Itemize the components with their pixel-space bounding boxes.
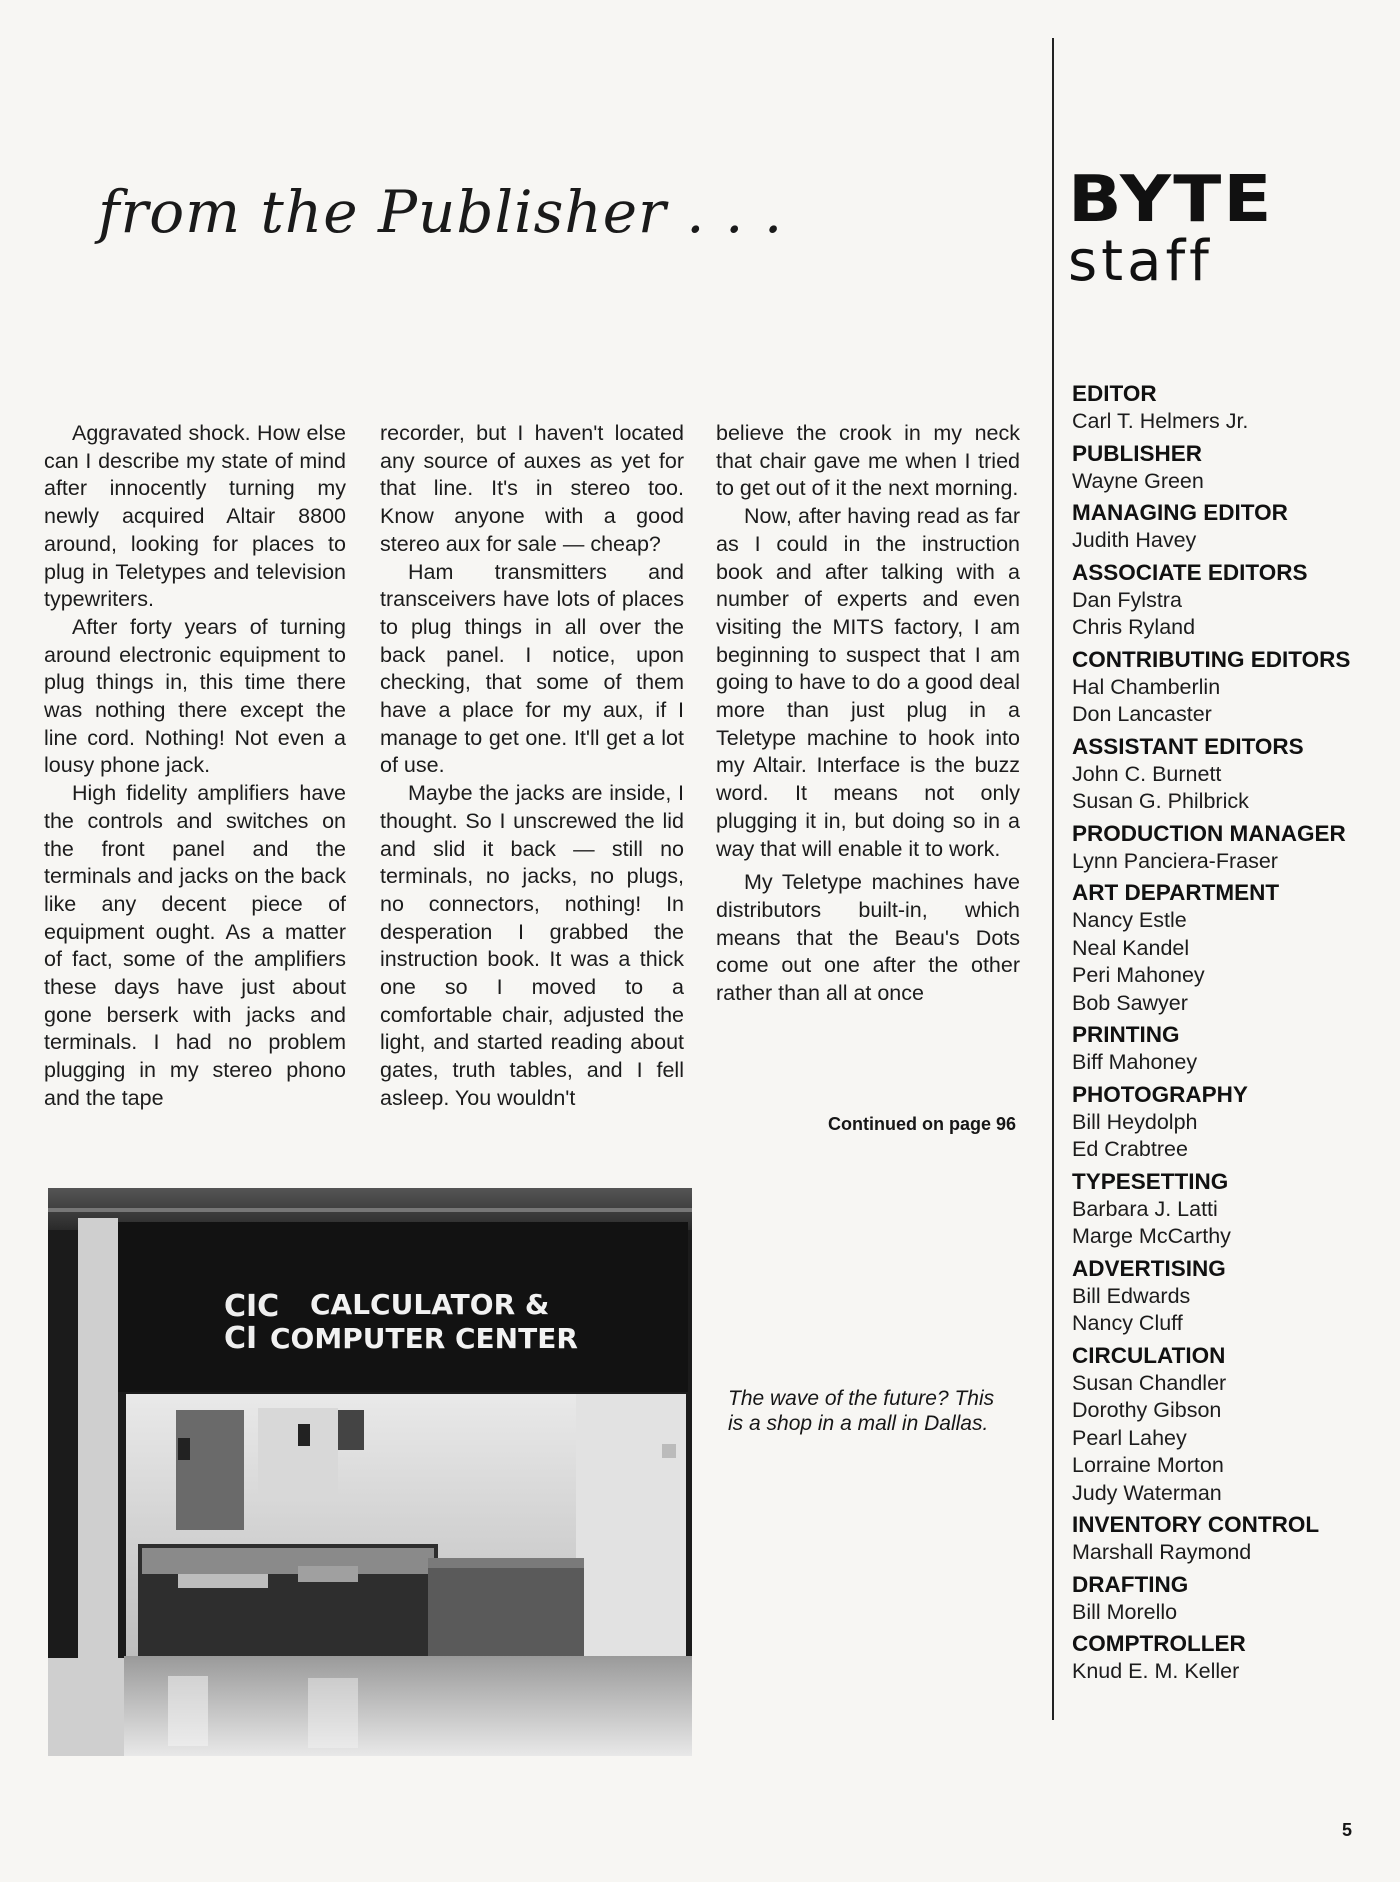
paragraph: Aggravated shock. How else can I describe my state of mind after innocently turning my newly acquired Altair 8800 around, looking for places to plug in Teletypes and television typewriters.	[44, 421, 346, 612]
page-number: 5	[1342, 1820, 1353, 1840]
staff-name: Susan Chandler	[1072, 1370, 1227, 1395]
paragraph: believe the crook in my neck that chair gave me when I tried to get out of it the next morning.	[716, 421, 1020, 501]
vertical-divider	[1052, 38, 1054, 1720]
staff-name: Bill Heydolph	[1072, 1109, 1198, 1134]
staff-name: Bill Edwards	[1072, 1283, 1191, 1308]
page-title: from the Publisher . . .	[98, 178, 784, 246]
store-photo	[48, 1188, 692, 1756]
article-column-3	[716, 420, 1020, 1008]
article-column-2	[380, 420, 684, 1113]
staff-name: Bill Morello	[1072, 1599, 1178, 1624]
staff-role: PRINTING	[1072, 1022, 1180, 1047]
paragraph: Ham transmitters and transceivers have lots of places to plug things in all over the back panel. I notice, upon checking, that some of them have a place for my aux, if I manage to get one. It'll get a lot of use.	[380, 559, 684, 778]
staff-name: Judy Waterman	[1072, 1480, 1222, 1505]
staff-role: PUBLISHER	[1072, 440, 1203, 466]
paragraph: Now, after having read as far as I could in the instruction book and after talking with a number of experts and even visiting the MITS factory, I am beginning to suspect that I am going to have to do a good deal more than just plug in a Teletype machine to hook into my Altair. Interface is the buzz word. It means not only plugging it in, but doing so in a way that will enable it to work.	[716, 504, 1020, 861]
sign-logo-top: CIC	[224, 1289, 280, 1324]
byte-staff-logo	[1068, 163, 1278, 294]
staff-name: Lynn Panciera-Fraser	[1072, 848, 1278, 873]
staff-name: Neal Kandel	[1072, 935, 1190, 960]
staff-heading: staff	[1068, 229, 1213, 294]
paragraph: Maybe the jacks are inside, I thought. So I unscrewed the lid and slid it back — still no terminals, no jacks, no plugs, no connectors, nothing! In desperation I grabbed the instruction book. It was a thick one so I moved to a comfortable chair, adjusted the light, and started reading about gates, truth tables, and I fell asleep. You wouldn't	[380, 781, 684, 1110]
staff-name: Marge McCarthy	[1072, 1224, 1231, 1248]
staff-role: MANAGING EDITOR	[1072, 500, 1288, 525]
article-column-1	[44, 420, 346, 1113]
sign-text-line2: COMPUTER CENTER	[270, 1322, 578, 1355]
staff-name: Lorraine Morton	[1072, 1453, 1224, 1477]
staff-name: Carl T. Helmers Jr.	[1072, 409, 1249, 433]
staff-name: Bob Sawyer	[1072, 990, 1188, 1015]
paragraph: High fidelity amplifiers have the controls and switches on the front panel and the terminals and jacks on the back like any decent piece of equipment ought. As a matter of fact, some of the amplifiers these days have just about gone berserk with jacks and terminals. I had no problem plugging in my stereo phono and the tape	[44, 781, 346, 1110]
staff-name: Nancy Estle	[1072, 908, 1187, 932]
staff-role: CIRCULATION	[1072, 1342, 1226, 1368]
staff-name: Marshall Raymond	[1072, 1540, 1252, 1564]
staff-role: ART DEPARTMENT	[1072, 880, 1280, 905]
staff-name: Barbara J. Latti	[1072, 1196, 1218, 1221]
staff-name: Susan G. Philbrick	[1072, 789, 1249, 813]
staff-role: TYPESETTING	[1072, 1168, 1229, 1194]
staff-name: Ed Crabtree	[1072, 1137, 1188, 1161]
staff-role: ASSOCIATE EDITORS	[1072, 559, 1308, 585]
staff-role: PHOTOGRAPHY	[1072, 1081, 1248, 1107]
staff-name: Pearl Lahey	[1072, 1425, 1187, 1450]
staff-name: Chris Ryland	[1072, 615, 1196, 639]
staff-name: Dan Fylstra	[1072, 587, 1182, 612]
continued-note: Continued on page 96	[827, 1114, 1016, 1134]
staff-role: CONTRIBUTING EDITORS	[1072, 646, 1351, 672]
staff-role: ADVERTISING	[1072, 1255, 1226, 1281]
staff-name: Knud E. M. Keller	[1072, 1659, 1240, 1683]
staff-role: PRODUCTION MANAGER	[1072, 820, 1346, 846]
staff-name: Hal Chamberlin	[1072, 674, 1221, 699]
staff-name: Wayne Green	[1072, 468, 1204, 493]
staff-name: Dorothy Gibson	[1072, 1398, 1222, 1422]
staff-list	[1072, 376, 1392, 1686]
sign-logo-bottom: CI	[224, 1321, 258, 1356]
staff-name: Peri Mahoney	[1072, 963, 1205, 987]
staff-role: ASSISTANT EDITORS	[1072, 733, 1304, 759]
staff-name: Biff Mahoney	[1072, 1050, 1198, 1074]
staff-name: Judith Havey	[1072, 528, 1197, 552]
staff-role: COMPTROLLER	[1072, 1631, 1246, 1656]
paragraph: My Teletype machines have distributors built-in, which means that the Beau's Dots come out one after the other rather than all at once	[716, 870, 1020, 1006]
sign-text-line1: CALCULATOR &	[310, 1288, 550, 1321]
staff-name: John C. Burnett	[1072, 761, 1222, 786]
staff-role: INVENTORY CONTROL	[1072, 1512, 1320, 1537]
photo-caption: The wave of the future? This is a shop in a mall in Dallas.	[728, 1387, 995, 1435]
staff-role: DRAFTING	[1072, 1571, 1189, 1597]
paragraph: recorder, but I haven't located any source of auxes as yet for that line. It's in stereo too. Know anyone with a good stereo aux for sale — cheap?	[380, 421, 684, 556]
staff-name: Don Lancaster	[1072, 702, 1212, 726]
byte-wordmark: BYTE	[1068, 163, 1274, 237]
paragraph: After forty years of turning around electronic equipment to plug things in, this time there was nothing there except the line cord. Nothing! Not even a lousy phone jack.	[44, 614, 346, 778]
staff-role: EDITOR	[1072, 381, 1157, 406]
staff-name: Nancy Cluff	[1072, 1311, 1183, 1335]
